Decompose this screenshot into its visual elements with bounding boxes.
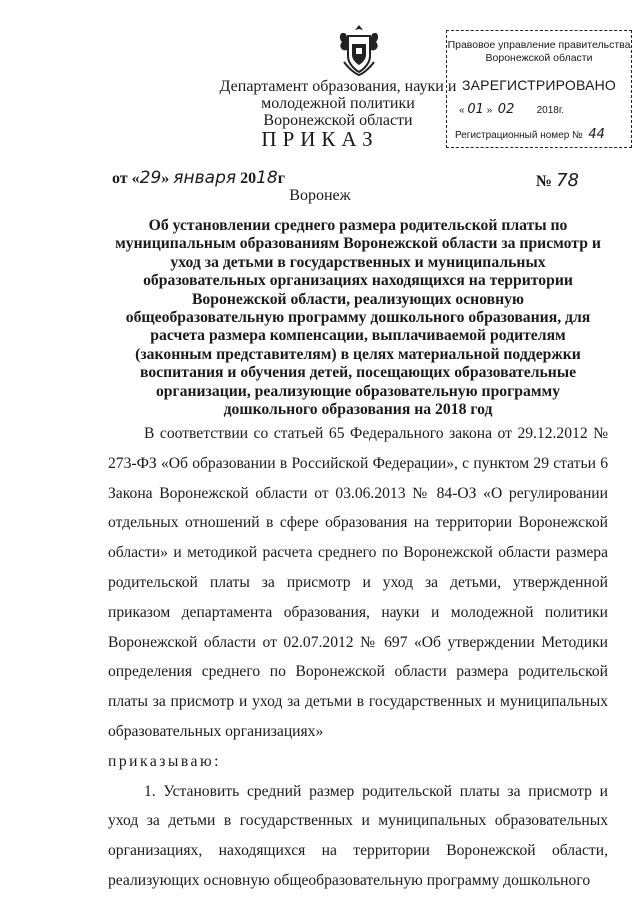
stamp-month: 02 [497, 102, 515, 117]
order-number-label: № [536, 173, 553, 190]
order-body [108, 419, 608, 896]
stamp-day: 01 [467, 102, 484, 117]
stamp-date: « 01 » 02 2018г. [459, 102, 565, 117]
date-year-letter: г [277, 170, 285, 187]
date-day: 29 [139, 168, 162, 188]
department-region: Воронежской области [263, 112, 413, 129]
date-month: января [173, 168, 237, 188]
stamp-authority-line: Правовое управление правительства [447, 39, 631, 51]
date-from-label: от [112, 170, 128, 187]
stamp-reg-value: 44 [588, 127, 605, 142]
stamp-region-line: Воронежской области [485, 52, 593, 64]
department-name: Департамент образования, науки и молодежной политики [219, 78, 457, 112]
item-1-paragraph: 1. Установить средний размер родительской платы за присмотр и уход за детьми в государственных и муниципальных образовательных организациях, находящихся на территории Воронежской области, реализующих основную общеобразовательную программу дошкольного [108, 782, 608, 889]
order-word: приказываю: [108, 752, 221, 770]
stamp-reg-label: Регистрационный номер № [455, 130, 583, 141]
order-date: от «29» января 2018г [112, 168, 285, 188]
preamble-paragraph: В соответствии со статьей 65 Федерального закона от 29.12.2012 № 273-ФЗ «Об образовании в Российской Федерации», с пунктом 29 статьи 6 Закона Воронежской области от 03.06.2013 № 84-ОЗ «О регулировании отдельных отношений в сфере образования на территории Воронежской области» и методикой расчета среднего по Воронежской области размера родительской платы за присмотр и уход за детьми, утвержденной приказом департамента образования, науки и молодежной политики Воронежской области от 02.07.2012 № 697 «Об утверждении Методики определения среднего по Воронежской области размера родительской платы за присмотр и уход за детьми в государственных и муниципальных образовательных организациях» [108, 425, 608, 740]
stamp-year: 2018 [536, 105, 559, 116]
coat-of-arms-icon [336, 22, 382, 76]
order-number-value: 78 [556, 170, 579, 191]
date-year-suffix: 18 [256, 168, 278, 188]
department-header [178, 78, 498, 129]
document-title: ПРИКАЗ [261, 127, 379, 151]
order-city: Воронеж [289, 187, 351, 204]
date-year-prefix: 20 [240, 170, 257, 187]
stamp-registered-label: ЗАРЕГИСТРИРОВАНО [461, 77, 617, 93]
order-heading: Об установлении среднего размера родительской платы по муниципальным образованиям Воронежской области за присмотр и уход за детьми в государственных и муниципальных образовательных организациях находящихся на территории Воронежской области, реализующих основную общеобразовательную программу дошкольного образования, для расчета размера компенсации, выплачиваемой родителям (законным представителям) в целях материальной поддержки воспитания и обучения детей, посещающих образовательные организации, реализующие образовательную программу дошкольного образования на 2018 год [115, 217, 601, 419]
